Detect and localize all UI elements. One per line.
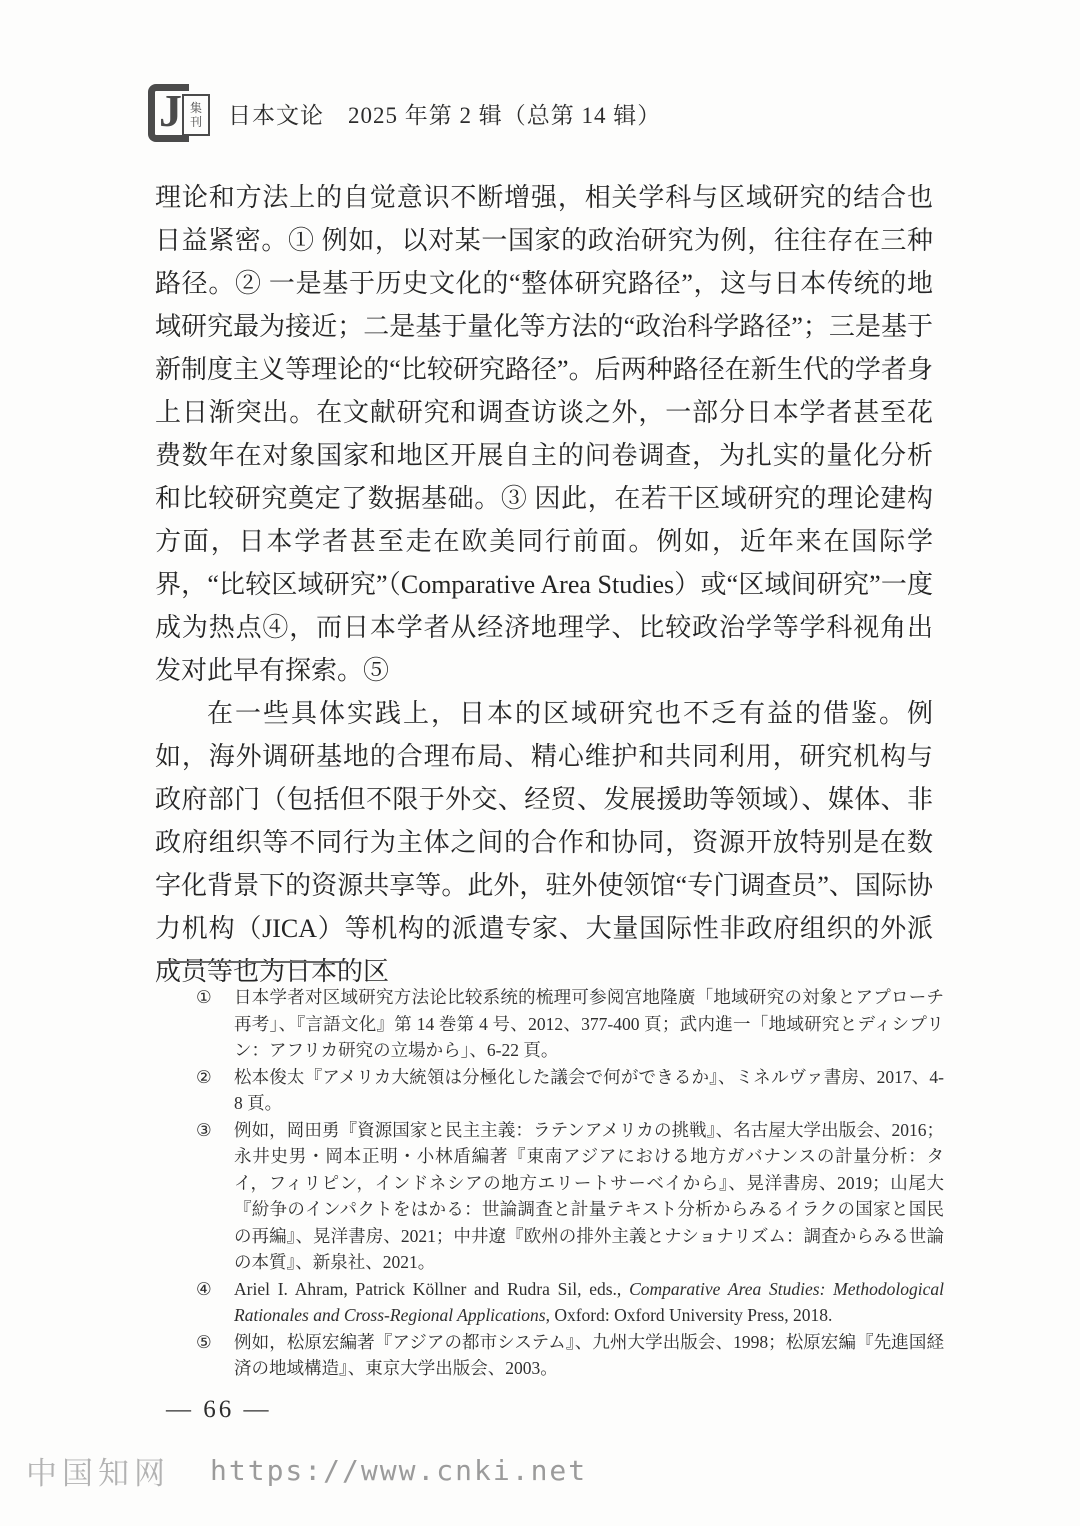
footnote-item: [196, 1117, 944, 1276]
logo-jikan-box: [182, 94, 210, 136]
body-paragraph: 理论和方法上的自觉意识不断增强，相关学科与区域研究的结合也日益紧密。① 例如，以对某一国家的政治研究为例，往往存在三种路径。② 一是基于历史文化的“整体研究路径”，这与日本传统的地域研究最为接近；二是基于量化等方法的“政治科学路径”；三是基于新制度主义等理论的“比较研究路径”。后两种路径在新生代的学者身上日渐突出。在文献研究和调查访谈之外，一部分日本学者甚至花费数年在对象国家和地区开展自主的问卷调查，为扎实的量化分析和比较研究奠定了数据基础。③ 因此，在若干区域研究的理论建构方面，日本学者甚至走在欧美同行前面。例如，近年来在国际学界，“比较区域研究”（Comparative Area Studies）或“区域间研究”一度成为热点④，而日本学者从经济地理学、比较政治学等学科视角出发对此早有探索。⑤: [155, 183, 933, 685]
footnote-marker: ⑤: [196, 1331, 212, 1352]
footnote-marker: ①: [196, 987, 212, 1007]
journal-logo-icon: [148, 84, 212, 142]
footnote-text: [234, 1276, 944, 1329]
footnote-text: 例如，岡田勇『資源国家と民主主義：ラテンアメリカの挑戦』、名古屋大学出版会、2016；永井史男・岡本正明・小林盾編著『東南アジアにおける地方ガバナンスの計量分析：タイ，フィリピン，インドネシアの地方エリートサーベイから』、晃洋書房、2019；山尾大『紛争のインパクトをはかる：世論調査と計量テキスト分析からみるイラクの国家と国民の再編』、晃洋書房、2021；中井遼『欧州の排外主義とナショナリズム：調査からみる世論の本質』、新泉社、2021。: [234, 1119, 944, 1272]
footnote-text: 松本俊太『アメリカ大統領は分極化した議会で何ができるか』、ミネルヴァ書房、2017、4-8 頁。: [234, 1066, 944, 1113]
footnote-book-title-italic: Comparative Area Studies: Methodological Rationales and Cross-Regional Applications: [234, 1278, 944, 1325]
cnki-watermark: [26, 1448, 587, 1493]
footnote-item: [196, 1064, 944, 1117]
journal-title: 日本文论 2025 年第 2 辑（总第 14 辑）: [228, 102, 662, 128]
footnote-marker: ④: [196, 1278, 212, 1299]
footnote-list: [196, 984, 944, 1382]
logo-label-bottom: 刊: [189, 115, 202, 129]
body-paragraph: 在一些具体实践上，日本的区域研究也不乏有益的借鉴。例如，海外调研基地的合理布局、精心维护和共同利用，研究机构与政府部门（包括但不限于外交、经贸、发展援助等领域）、媒体、非政府组织等不同行为主体之间的合作和协同，资源开放特别是在数字化背景下的资源共享等。此外，驻外使领馆“专门调查员”、国际协力机构（JICA）等机构的派遣专家、大量国际性非政府组织的外派成员等也为日本的区: [155, 699, 933, 986]
article-body: [155, 176, 933, 993]
footnote-item: [196, 1329, 944, 1382]
logo-label-top: 集: [189, 101, 202, 115]
footnote-separator: [157, 961, 347, 963]
footnote-item: [196, 1276, 944, 1329]
cnki-site-name: 中国知网: [26, 1456, 170, 1491]
footnote-text: 日本学者对区域研究方法论比较系统的梳理可参阅宫地隆廣「地域研究の対象とアプローチ再考」、『言語文化』第 14 巻第 4 号、2012、377-400 頁；武内進一「地域研究とディシプリン：アフリカ研究の立場から」、6-22 頁。: [234, 987, 944, 1060]
footnote-marker: ③: [196, 1119, 212, 1140]
footnote-text-segment: , Oxford: Oxford University Press, 2018.: [545, 1305, 833, 1325]
logo-letter: J: [159, 85, 182, 136]
page-number: — 66 —: [166, 1396, 272, 1423]
footnote-text-segment: Ariel I. Ahram, Patrick Köllner and Rudra Sil, eds.,: [234, 1278, 630, 1299]
journal-header: [148, 84, 661, 142]
footnote-marker: ②: [196, 1066, 212, 1087]
footnote-item: [196, 984, 944, 1064]
footnote-text: 例如，松原宏編著『アジアの都市システム』、九州大学出版会、1998；松原宏編『先進国経済の地域構造』、東京大学出版会、2003。: [234, 1331, 944, 1378]
cnki-url: https://www.cnki.net: [210, 1454, 588, 1487]
